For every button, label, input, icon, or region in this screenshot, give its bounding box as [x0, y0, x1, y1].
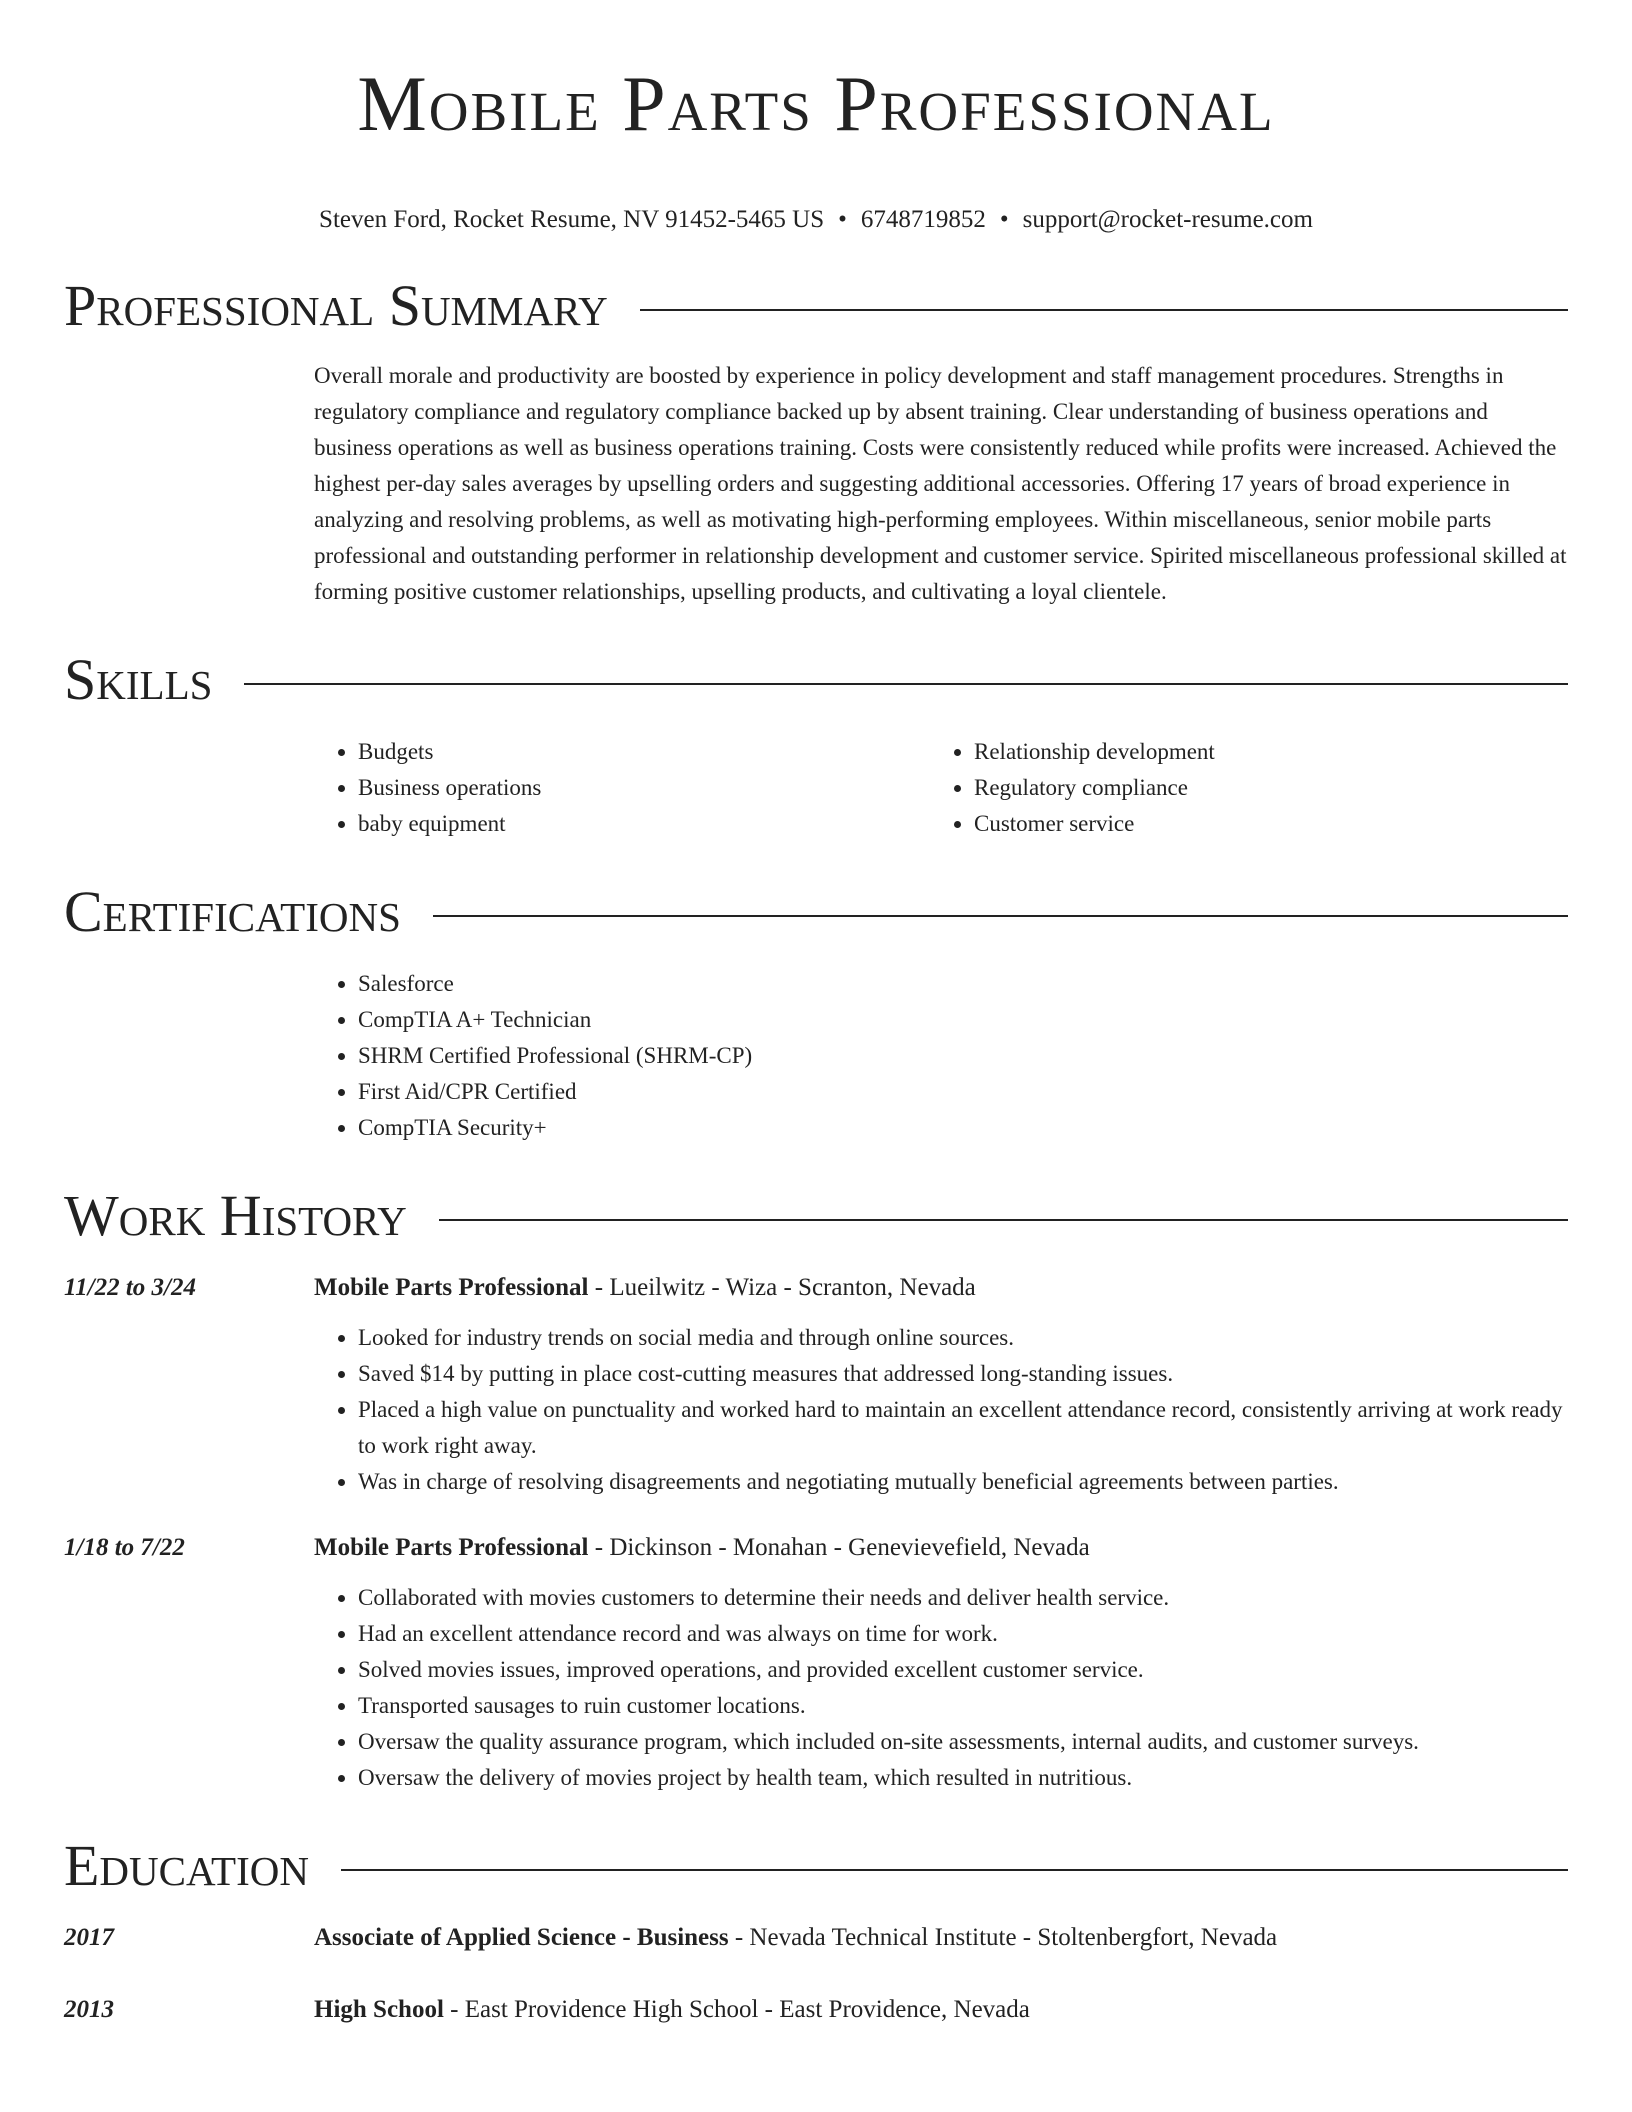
- education-year: 2017: [64, 1924, 114, 1952]
- job-entry: [64, 1530, 1568, 1796]
- skills-list: [314, 734, 1568, 842]
- job-duty: • Collaborated with movies customers to determine their needs and deliver health service.: [358, 1580, 1568, 1616]
- summary-text: Overall morale and productivity are boosted by experience in policy development and staff management procedures. Strengths in regulatory compliance and regulatory compliance backed up by absent training. Clear understanding of business operations and business operations as well as business operations training. Costs were consistently reduced while profits were increased. Achieved the highest per-day sales averages by upselling orders and suggesting additional accessories. Offering 17 years of broad experience in analyzing and resolving problems, as well as motivating high-performing employees. Within miscellaneous, senior mobile parts professional and outstanding performer in relationship development and customer service. Spirited miscellaneous professional skilled at forming positive customer relationships, upselling products, and cultivating a loyal clientele.: [314, 363, 1567, 605]
- education-school: - Nevada Technical Institute - Stoltenbergfort, Nevada: [728, 1924, 1278, 1952]
- contact-separator: •: [999, 206, 1009, 234]
- contact-line: [64, 204, 1568, 236]
- education-entry: [64, 1992, 1568, 2028]
- section-divider: [433, 915, 1568, 917]
- skill-item: • baby equipment: [358, 806, 930, 842]
- job-dates: 11/22 to 3/24: [64, 1274, 196, 1302]
- job-title: Mobile Parts Professional: [314, 1534, 589, 1562]
- job-header: [64, 1270, 1568, 1306]
- job-duties: [314, 1580, 1568, 1796]
- skill-item: • Business operations: [358, 770, 930, 806]
- contact-separator: •: [838, 206, 847, 234]
- section-header-summary: [64, 270, 1568, 342]
- job-duty: • Placed a high value on punctuality and worked hard to maintain an excellent attendance record, consistently arriving at work ready to work right away.: [358, 1392, 1568, 1464]
- skills-column-left: [314, 734, 930, 842]
- skills-column-right: [930, 734, 1546, 842]
- section-title-certifications: Certifications: [64, 879, 401, 945]
- education-year: 2013: [64, 1996, 114, 2024]
- contact-email: support@rocket-resume.com: [1022, 206, 1313, 234]
- section-title-work-history: Work History: [64, 1183, 407, 1249]
- job-duty: • Solved movies issues, improved operations, and provided excellent customer service.: [358, 1652, 1568, 1688]
- certification-item: • First Aid/CPR Certified: [358, 1074, 1568, 1110]
- job-entry: [64, 1270, 1568, 1500]
- education-degree: High School: [314, 1996, 444, 2024]
- certification-item: • SHRM Certified Professional (SHRM-CP): [358, 1038, 1568, 1074]
- job-duty: • Was in charge of resolving disagreements and negotiating mutually beneficial agreements between parties.: [358, 1464, 1568, 1500]
- education-heading: [314, 1920, 1277, 1956]
- section-title-summary: Professional Summary: [64, 273, 608, 339]
- job-title: Mobile Parts Professional: [314, 1274, 589, 1302]
- section-title-education: Education: [64, 1833, 309, 1899]
- certifications-list: [314, 966, 1568, 1146]
- job-company: - Dickinson - Monahan - Genevievefield, Nevada: [588, 1534, 1090, 1562]
- job-heading: [314, 1270, 976, 1306]
- certification-item: • CompTIA A+ Technician: [358, 1002, 1568, 1038]
- job-company: - Lueilwitz - Wiza - Scranton, Nevada: [588, 1274, 976, 1302]
- resume-page: [64, 0, 1568, 2028]
- job-duty: • Saved $14 by putting in place cost-cutting measures that addressed long-standing issues.: [358, 1356, 1568, 1392]
- section-divider: [341, 1869, 1568, 1871]
- education-degree: Associate of Applied Science - Business: [314, 1924, 729, 1952]
- job-duty: • Oversaw the delivery of movies project by health team, which resulted in nutritious.: [358, 1760, 1568, 1796]
- section-header-certifications: [64, 876, 1568, 948]
- job-heading: [314, 1530, 1090, 1566]
- certification-item: • CompTIA Security+: [358, 1110, 1568, 1146]
- section-divider: [439, 1219, 1568, 1221]
- contact-phone: 6748719852: [860, 206, 986, 234]
- job-dates: 1/18 to 7/22: [64, 1534, 185, 1562]
- education-school: - East Providence High School - East Providence, Nevada: [443, 1996, 1030, 2024]
- section-header-work-history: [64, 1180, 1568, 1252]
- skill-item: • Budgets: [358, 734, 930, 770]
- skill-item: • Customer service: [974, 806, 1546, 842]
- contact-address: Steven Ford, Rocket Resume, NV 91452-5465 US: [319, 206, 825, 234]
- section-title-skills: Skills: [64, 647, 213, 713]
- skill-item: • Regulatory compliance: [974, 770, 1546, 806]
- skill-item: • Relationship development: [974, 734, 1546, 770]
- certification-item: • Salesforce: [358, 966, 1568, 1002]
- job-header: [64, 1530, 1568, 1566]
- section-divider: [640, 309, 1568, 311]
- resume-name: Mobile Parts Professional: [357, 60, 1275, 147]
- section-header-education: [64, 1830, 1568, 1902]
- job-duty: • Transported sausages to ruin customer locations.: [358, 1688, 1568, 1724]
- education-entry: [64, 1920, 1568, 1956]
- job-duty: • Oversaw the quality assurance program, which included on-site assessments, internal audits, and customer surveys.: [358, 1724, 1568, 1760]
- job-duty: • Looked for industry trends on social media and through online sources.: [358, 1320, 1568, 1356]
- section-header-skills: [64, 644, 1568, 716]
- job-duty: • Had an excellent attendance record and was always on time for work.: [358, 1616, 1568, 1652]
- education-heading: [314, 1992, 1030, 2028]
- section-divider: [244, 683, 1568, 685]
- job-duties: [314, 1320, 1568, 1500]
